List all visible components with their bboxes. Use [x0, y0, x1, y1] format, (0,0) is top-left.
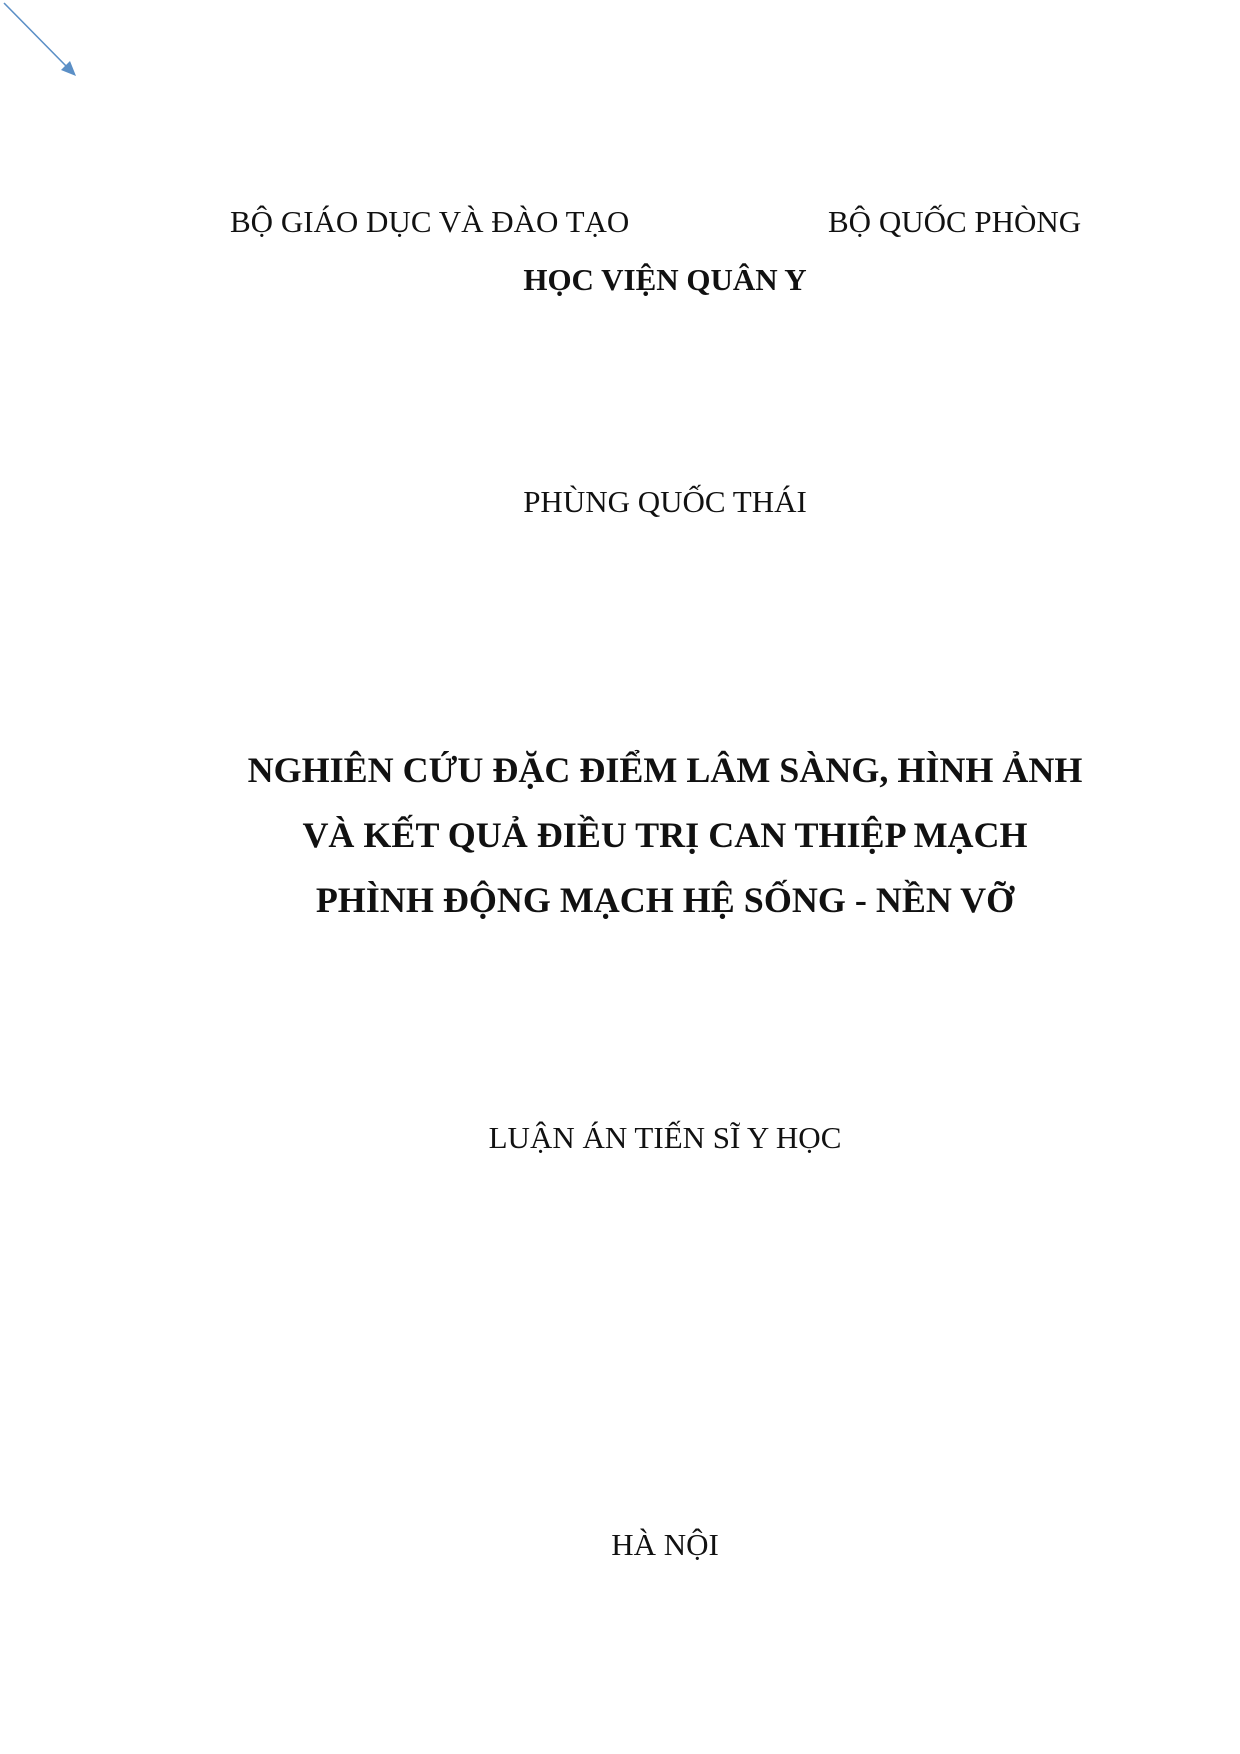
arrow-icon	[0, 0, 90, 90]
thesis-title-line: VÀ KẾT QUẢ ĐIỀU TRỊ CAN THIỆP MẠCH	[302, 815, 1028, 855]
thesis-title	[0, 738, 1240, 933]
thesis-title-line: NGHIÊN CỨU ĐẶC ĐIỂM LÂM SÀNG, HÌNH ẢNH	[247, 750, 1083, 790]
ministry-education-heading: BỘ GIÁO DỤC VÀ ĐÀO TẠO	[230, 204, 630, 239]
place-label: HÀ NỘI	[611, 1527, 719, 1562]
author-name: PHÙNG QUỐC THÁI	[523, 484, 807, 519]
degree-label: LUẬN ÁN TIẾN SĨ Y HỌC	[488, 1120, 842, 1155]
thesis-title-line: PHÌNH ĐỘNG MẠCH HỆ SỐNG - NỀN VỠ	[315, 880, 1015, 920]
academy-heading: HỌC VIỆN QUÂN Y	[523, 262, 807, 297]
ministry-defense-heading: BỘ QUỐC PHÒNG	[828, 204, 1082, 239]
